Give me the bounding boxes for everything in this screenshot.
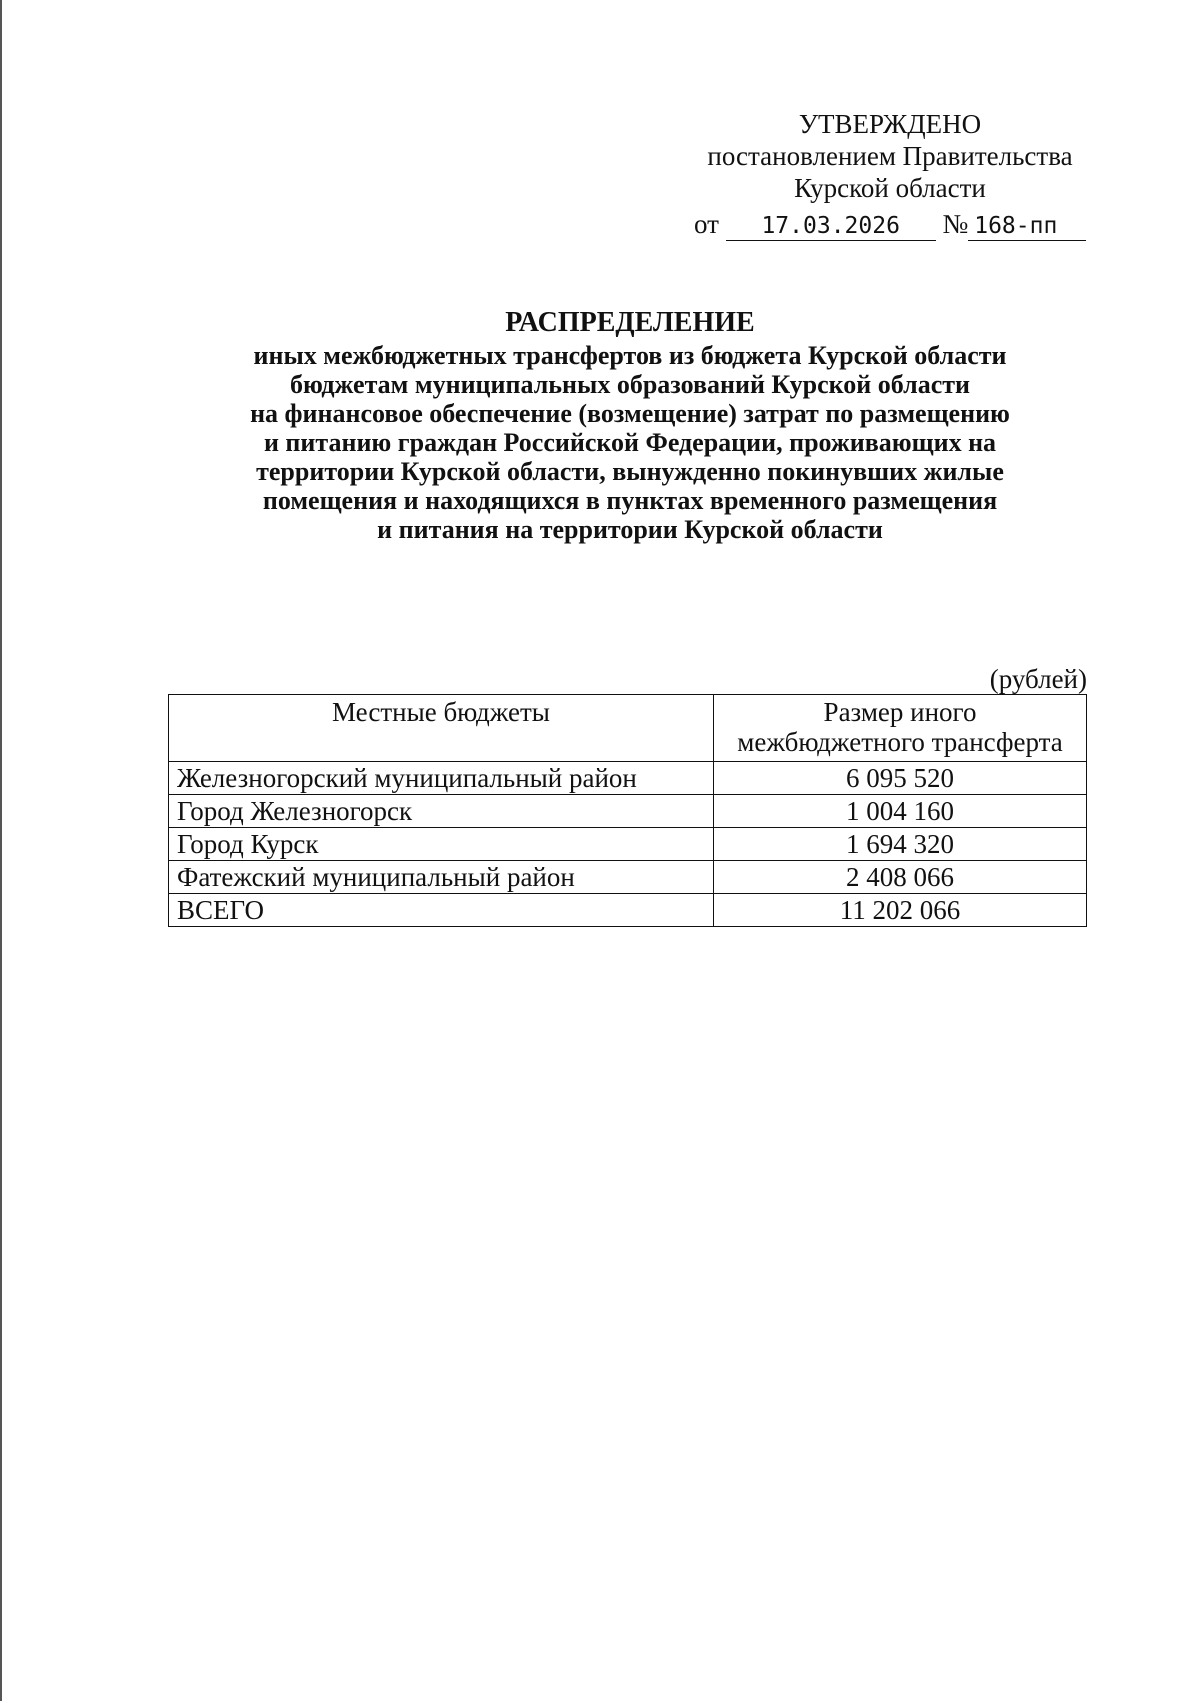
table-row bbox=[169, 861, 1087, 894]
resolution-date: 17.03.2026 bbox=[726, 212, 936, 241]
approval-region: Курской области bbox=[794, 173, 986, 203]
title-heading: РАСПРЕДЕЛЕНИЕ bbox=[505, 307, 755, 338]
approval-resolution: постановлением Правительства bbox=[707, 141, 1073, 171]
budget-distribution-table bbox=[168, 694, 1087, 927]
row-transfer-amount: 2 408 066 bbox=[714, 861, 1087, 894]
approval-stamp bbox=[690, 108, 1090, 204]
row-budget-name: Железногорский муниципальный район bbox=[169, 762, 714, 795]
approval-approved: УТВЕРЖДЕНО bbox=[798, 109, 982, 139]
title-line: помещения и находящихся в пунктах временного размещения bbox=[262, 486, 998, 515]
row-transfer-amount: 1 004 160 bbox=[714, 795, 1087, 828]
row-budget-name: Город Железногорск bbox=[169, 795, 714, 828]
page-edge-line bbox=[0, 0, 2, 1701]
document-title bbox=[170, 305, 1090, 544]
row-budget-name: Город Курск bbox=[169, 828, 714, 861]
row-transfer-amount: 1 694 320 bbox=[714, 828, 1087, 861]
header-local-budgets bbox=[169, 695, 714, 762]
resolution-number: 168-пп bbox=[968, 212, 1086, 241]
header-transfer-amount bbox=[714, 695, 1087, 762]
table-row bbox=[169, 762, 1087, 795]
row-total-amount: 11 202 066 bbox=[714, 894, 1087, 927]
title-line: на финансовое обеспечение (возмещение) затрат по размещению bbox=[250, 399, 1010, 428]
table-header-row bbox=[169, 695, 1087, 762]
table-row bbox=[169, 828, 1087, 861]
date-prefix: от bbox=[694, 209, 719, 239]
title-line: иных межбюджетных трансфертов из бюджета Курской области bbox=[253, 341, 1007, 370]
table-row-total bbox=[169, 894, 1087, 927]
title-line: и питания на территории Курской области bbox=[377, 515, 883, 544]
title-line: и питанию граждан Российской Федерации, проживающих на bbox=[263, 428, 997, 457]
title-line: бюджетам муниципальных образований Курской области bbox=[290, 370, 970, 399]
row-budget-name: Фатежский муниципальный район bbox=[169, 861, 714, 894]
table-row bbox=[169, 795, 1087, 828]
title-line: территории Курской области, вынужденно покинувших жилые bbox=[256, 457, 1004, 486]
header-amount-line1: Размер иного bbox=[823, 697, 977, 727]
header-local-budgets-label: Местные бюджеты bbox=[332, 697, 550, 727]
number-prefix: № bbox=[942, 209, 969, 239]
row-transfer-amount: 6 095 520 bbox=[714, 762, 1087, 795]
row-total-label: ВСЕГО bbox=[169, 894, 714, 927]
header-amount-line2: межбюджетного трансферта bbox=[737, 727, 1063, 757]
approval-date-number bbox=[694, 208, 1086, 241]
unit-note: (рублей) bbox=[989, 664, 1087, 694]
